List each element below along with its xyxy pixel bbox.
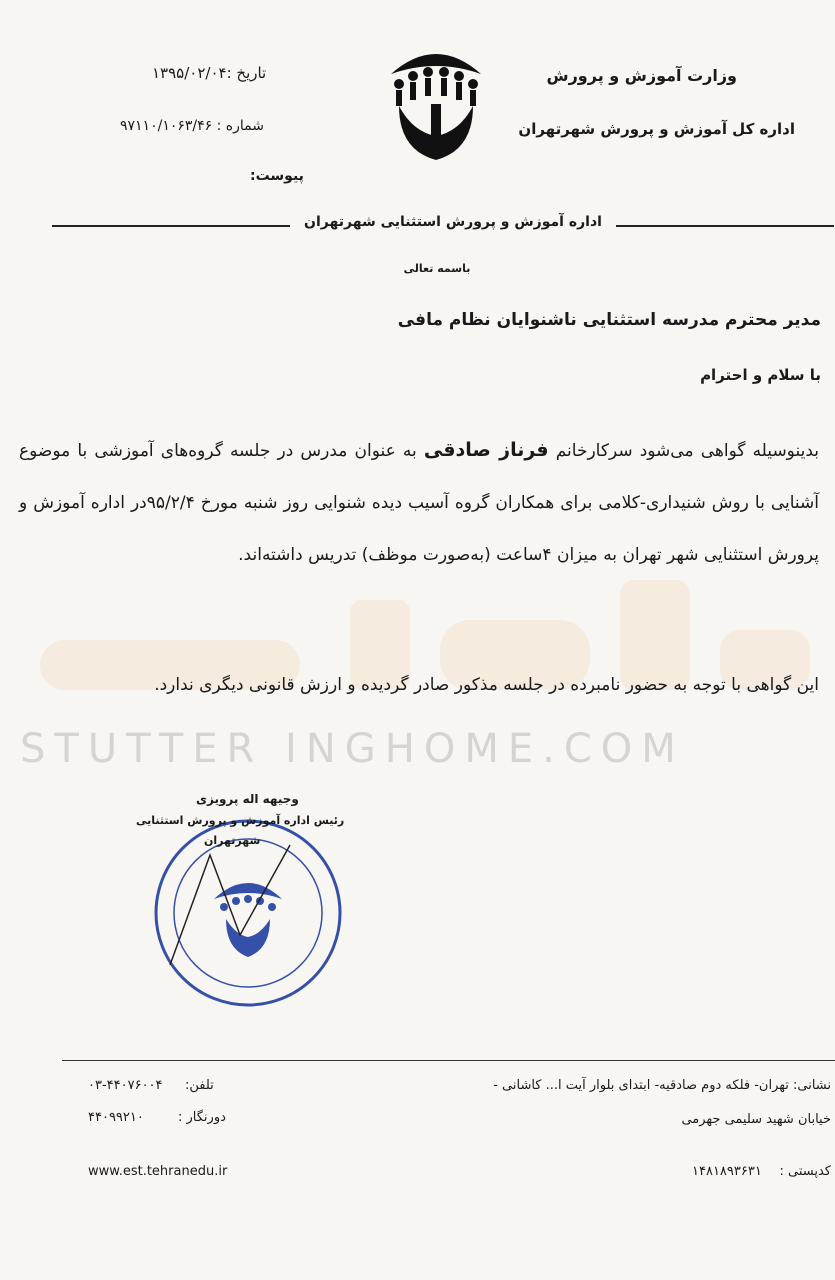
address-line-1: نشانی: تهران- فلکه دوم صادقیه- ابتدای بلوار آیت ا... کاشانی - [493, 1078, 831, 1093]
footer-divider [62, 1060, 835, 1061]
letter-closing: این گواهی با توجه به حضور نامبرده در جلسه مذکور صادر گردیده و ارزش قانونی دیگری ندارد. [154, 675, 819, 695]
signatory-city: شهرتهران [204, 834, 261, 847]
ministry-education-logo-icon [385, 40, 487, 162]
department-line: اداره آموزش و پرورش استثنایی شهرتهران [304, 214, 602, 230]
letter-date: تاریخ :۱۳۹۵/۰۲/۰۴ [152, 64, 267, 82]
postal-code: ۱۴۸۱۸۹۳۶۳۱ [692, 1164, 762, 1179]
basmala: باسمه تعالی [403, 262, 471, 275]
phone-label: تلفن: [185, 1078, 214, 1093]
attachment-label: پیوست: [250, 168, 304, 184]
greeting: با سلام و احترام [700, 366, 821, 384]
signatory-title: رئیس اداره آموزش و پرورش استثنایی [136, 814, 345, 827]
letter-number: شماره : ۹۷۱۱۰/۱۰۶۳/۴۶ [120, 118, 264, 134]
body-part-2: به عنوان مدرس در جلسه گروه‌های آموزشی با موضوع آشنایی با روش شنیداری-کلامی برای همکاران گروه آسیب دیده شنوایی روز شنبه مورخ ۹۵/۲/۴در اداره آموزش و پرورش استثنایی شهر تهران به میزان ۴ساعت (به‌صورت موظف) تدریس داشته‌اند. [19, 441, 819, 565]
signatory-name: وجیهه اله پرویزی [196, 792, 299, 806]
body-part-1: بدینوسیله گواهی می‌شود سرکارخانم [548, 441, 819, 461]
header-divider-right [616, 225, 834, 227]
letter-body [19, 424, 819, 581]
header-divider-left [52, 225, 290, 227]
postal-code-label: کدپستی : [779, 1164, 831, 1179]
phone-number: ۰۳-۴۴۰۷۶۰۰۴ [88, 1078, 163, 1093]
website-link[interactable]: www.est.tehranedu.ir [88, 1164, 228, 1179]
address-line-2: خیابان شهید سلیمی جهرمی [681, 1112, 831, 1127]
certified-person-name: فرناز صادقی [423, 439, 549, 461]
fax-label: دورنگار : [178, 1110, 226, 1125]
office-name: اداره کل آموزش و پرورش شهرتهران [518, 120, 795, 138]
ministry-name: وزارت آموزش و پرورش [546, 66, 737, 85]
recipient: مدیر محترم مدرسه استثنایی ناشنوایان نظام مافی [397, 310, 821, 330]
fax-number: ۴۴۰۹۹۲۱۰ [88, 1110, 144, 1125]
watermark-text: STUTTER INGHOME.COM [20, 726, 685, 772]
